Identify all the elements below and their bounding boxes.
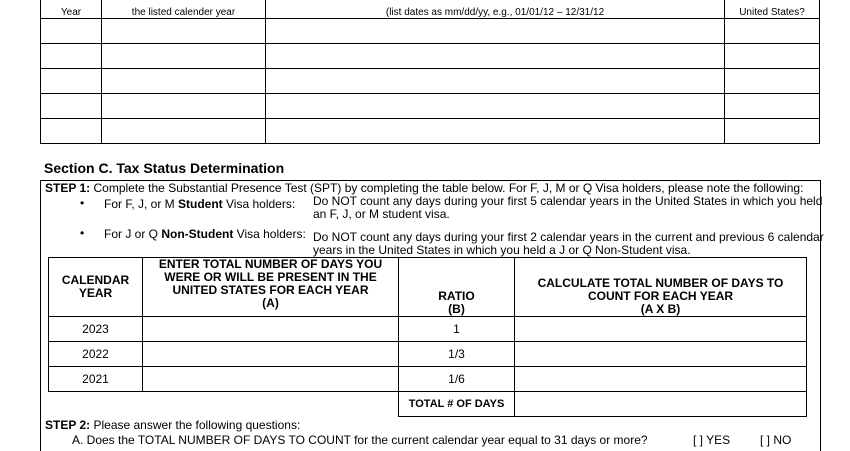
header-days-present: ENTER TOTAL NUMBER OF DAYS YOU WERE OR WILL BE PRESENT IN THE UNITED STATES FOR EACH YEAR (A) — [143, 258, 399, 317]
days-cell[interactable] — [102, 44, 266, 69]
days-count-input[interactable] — [515, 317, 807, 342]
no-checkbox[interactable]: [ ] NO — [760, 433, 792, 447]
year-cell: 2022 — [49, 342, 143, 367]
header-united-states: United States? — [725, 0, 820, 19]
bullet-student-desc: Do NOT count any days during your first 5 calendar years in the United States in which you held an F, J, or M student visa. — [313, 194, 823, 221]
days-present-input[interactable] — [143, 367, 399, 392]
bullet-nonstudent-desc: Do NOT count any days during your first 2 calendar years in the current and previous 6 calendar years in the United States in which you held a J or Q Non-Student visa. — [313, 230, 824, 257]
header-days-count: CALCULATE TOTAL NUMBER OF DAYS TO COUNT FOR EACH YEAR (A X B) — [515, 258, 807, 317]
header-dates: (list dates as mm/dd/yy, e.g., 01/01/12 – 12/31/12 — [266, 0, 725, 19]
empty-cell — [49, 392, 143, 417]
section-c-title: Section C. Tax Status Determination — [44, 160, 285, 176]
year-cell[interactable] — [41, 94, 102, 119]
question-a: A. Does the TOTAL NUMBER OF DAYS TO COUNT for the current calendar year equal to 31 days or more? — [72, 433, 648, 447]
days-cell[interactable] — [102, 94, 266, 119]
table-row — [41, 69, 820, 94]
table-row — [49, 367, 807, 392]
days-cell[interactable] — [102, 19, 266, 44]
year-cell[interactable] — [41, 44, 102, 69]
total-days-input[interactable] — [515, 392, 807, 417]
year-cell[interactable] — [41, 119, 102, 144]
header-calendar-year: the listed calender year — [102, 0, 266, 19]
us-cell[interactable] — [725, 44, 820, 69]
days-count-input[interactable] — [515, 367, 807, 392]
table-header-row — [41, 0, 820, 19]
ratio-cell: 1/3 — [399, 342, 515, 367]
ratio-cell: 1 — [399, 317, 515, 342]
header-calendar-year: CALENDAR YEAR — [49, 258, 143, 317]
empty-cell — [143, 392, 399, 417]
bullet-dot-icon: • — [80, 196, 85, 210]
dates-cell[interactable] — [266, 19, 725, 44]
year-cell[interactable] — [41, 19, 102, 44]
step1-text: Complete the Substantial Presence Test (SPT) by completing the table below. For F, J, M or Q Visa holders, please note the following: — [93, 181, 804, 195]
days-count-input[interactable] — [515, 342, 807, 367]
us-cell[interactable] — [725, 19, 820, 44]
step2-line — [45, 419, 300, 432]
days-present-input[interactable] — [143, 317, 399, 342]
year-cell: 2021 — [49, 367, 143, 392]
bullet-dot-icon: • — [80, 226, 85, 240]
table-row — [41, 44, 820, 69]
days-cell[interactable] — [102, 119, 266, 144]
table-row — [41, 19, 820, 44]
us-cell[interactable] — [725, 94, 820, 119]
us-cell[interactable] — [725, 69, 820, 94]
dates-cell[interactable] — [266, 94, 725, 119]
residency-dates-table — [40, 0, 820, 144]
step1-label: STEP 1: — [45, 181, 91, 195]
year-cell: 2023 — [49, 317, 143, 342]
table-row — [41, 119, 820, 144]
table-row — [41, 94, 820, 119]
dates-cell[interactable] — [266, 119, 725, 144]
step2-label: STEP 2: — [45, 418, 91, 432]
us-cell[interactable] — [725, 119, 820, 144]
yes-checkbox[interactable]: [ ] YES — [693, 433, 731, 447]
header-ratio: RATIO (B) — [399, 258, 515, 317]
bullet-student-label: For F, J, or M Student Visa holders: — [104, 197, 296, 211]
year-cell[interactable] — [41, 69, 102, 94]
total-row — [49, 392, 807, 417]
spt-header-row — [49, 258, 807, 317]
ratio-cell: 1/6 — [399, 367, 515, 392]
header-year: Year — [41, 0, 102, 19]
step2-text: Please answer the following questions: — [93, 418, 301, 432]
days-cell[interactable] — [102, 69, 266, 94]
days-present-input[interactable] — [143, 342, 399, 367]
bullet-nonstudent-label: For J or Q Non-Student Visa holders: — [104, 227, 306, 241]
total-label: TOTAL # OF DAYS — [399, 392, 515, 417]
table-row — [49, 342, 807, 367]
spt-table — [48, 257, 807, 417]
table-row — [49, 317, 807, 342]
dates-cell[interactable] — [266, 69, 725, 94]
dates-cell[interactable] — [266, 44, 725, 69]
